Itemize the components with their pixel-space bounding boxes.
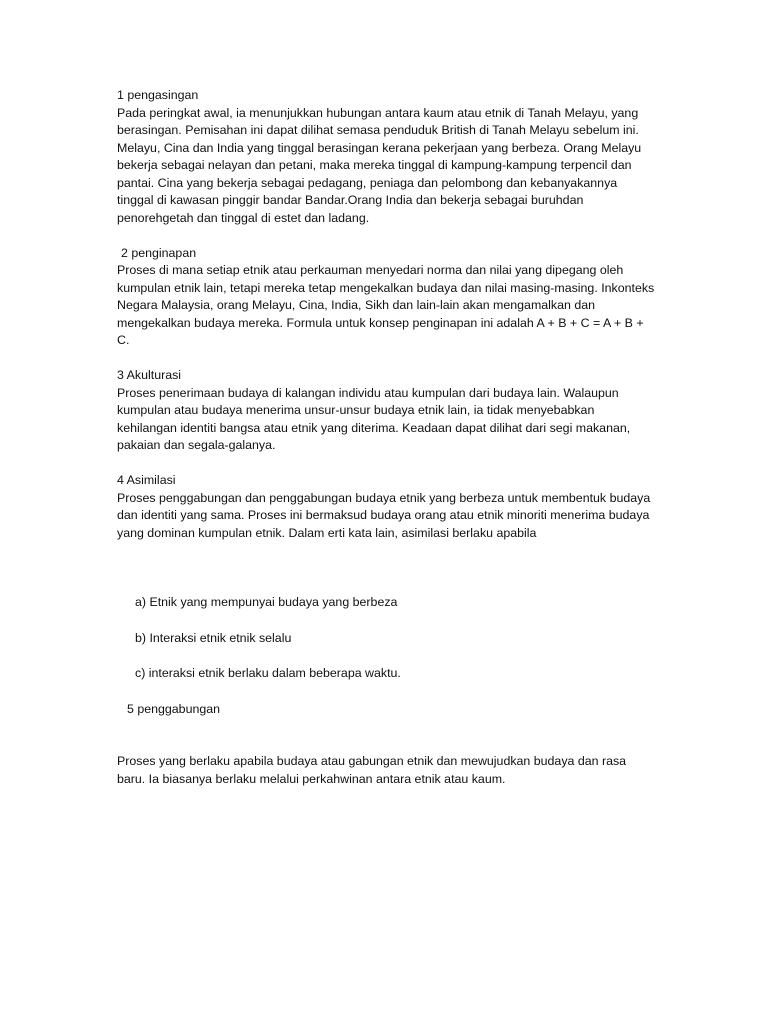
document-content xyxy=(117,87,657,788)
section-3-heading: 3 Akulturasi xyxy=(117,368,182,382)
section-2-body: Proses di mana setiap etnik atau perkauman menyedari norma dan nilai yang dipegang oleh kumpulan etnik lain, tetapi mereka tetap mengekalkan budaya dan nilai masing-masing. Inkonteks Negara Malaysia, orang Melayu, Cina, India, Sikh dan lain-lain akan mengamalkan dan mengekalkan budaya mereka. Formula untuk konsep penginapan ini adalah A + B + C = A + B + C. xyxy=(117,263,655,347)
section-2-heading: 2 penginapan xyxy=(121,245,197,260)
section-5-body: Proses yang berlaku apabila budaya atau gabungan etnik dan mewujudkan budaya dan rasa baru. Ia biasanya berlaku melalui perkahwinan antara etnik atau kaum. xyxy=(117,754,627,786)
section-5-heading: 5 penggabungan xyxy=(127,701,221,716)
list-item: b) Interaksi etnik etnik selalu xyxy=(135,630,292,645)
section-1-body: Pada peringkat awal, ia menunjukkan hubungan antara kaum atau etnik di Tanah Melayu, yang berasingan. Pemisahan ini dapat dilihat semasa penduduk British di Tanah Melayu sebelum ini. Melayu, Cina dan India yang tinggal berasingan kerana pekerjaan yang berbeza. Orang Melayu bekerja sebagai nelayan dan petani, maka mereka tinggal di kampung-kampung terpencil dan pantai. Cina yang bekerja sebagai pedagang, peniaga dan pelombong dan kebanyakannya tinggal di kawasan pinggir bandar Bandar.Orang India dan bekerja sebagai buruhdan penorehgetah dan tinggal di estet dan ladang. xyxy=(117,105,642,225)
list-item: c) interaksi etnik berlaku dalam beberapa waktu. xyxy=(135,666,401,680)
section-4-body: Proses penggabungan dan penggabungan budaya etnik yang berbeza untuk membentuk budaya dan identiti yang sama. Proses ini bermaksud budaya orang atau etnik minoriti menerima budaya yang dominan kumpulan etnik. Dalam erti kata lain, asimilasi berlaku apabila xyxy=(117,490,651,540)
asimilasi-conditions-list xyxy=(117,594,657,683)
section-3-body: Proses penerimaan budaya di kalangan individu atau kumpulan dari budaya lain. Walaupun kumpulan atau budaya menerima unsur-unsur budaya etnik lain, ia tidak menyebabkan kehilangan identiti bangsa atau etnik yang diterima. Keadaan dapat dilihat dari segi makanan, pakaian dan segala-galanya. xyxy=(117,385,631,452)
section-4-heading: 4 Asimilasi xyxy=(117,473,176,487)
list-item: a) Etnik yang mempunyai budaya yang berbeza xyxy=(135,595,398,609)
section-1-heading: 1 pengasingan xyxy=(117,88,199,102)
